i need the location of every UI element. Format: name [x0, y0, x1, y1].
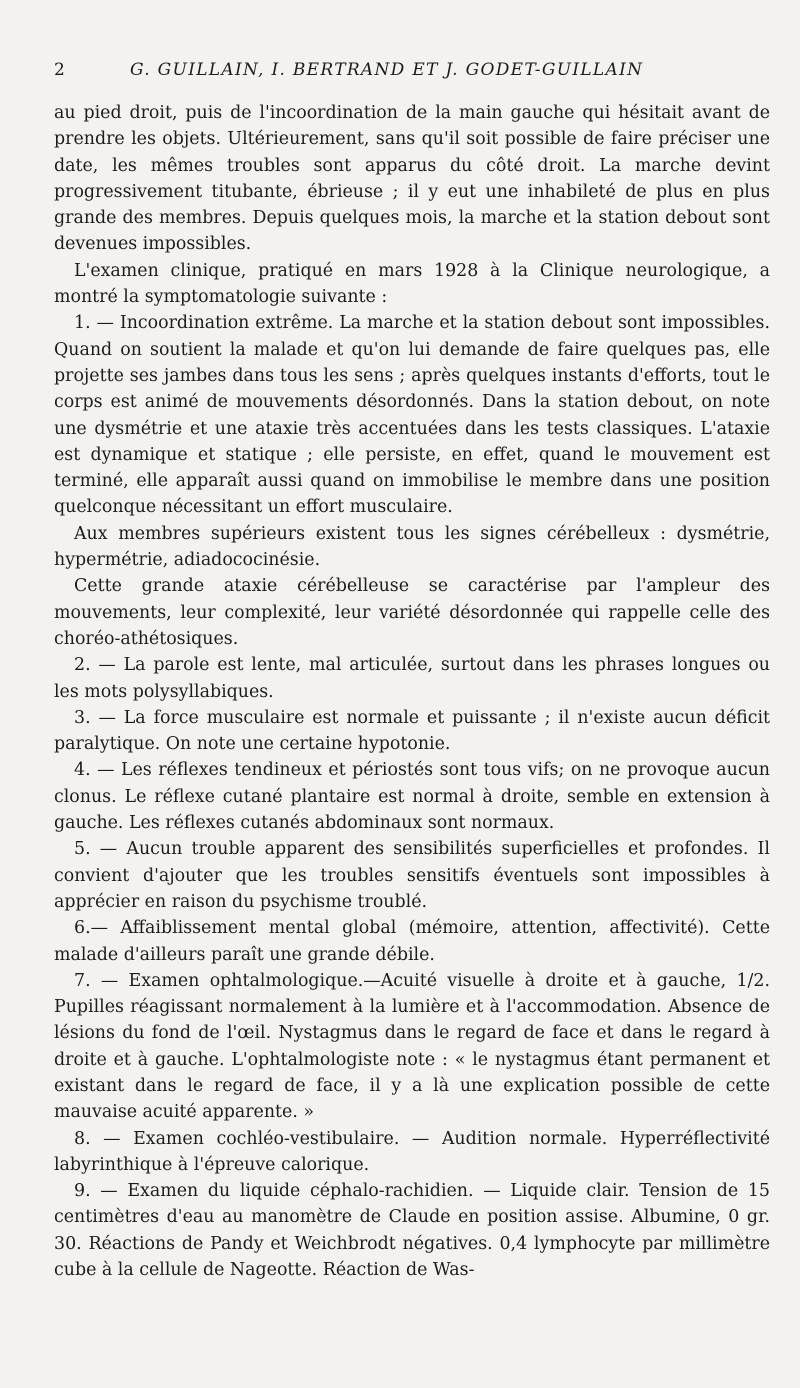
paragraph-item-5: 5. — Aucun trouble apparent des sensibilités superficielles et profondes. Il convient d'ajouter que les troubles sensitifs éventuels sont impossibles à apprécier en raison du psychisme troublé.	[54, 839, 770, 912]
paragraph-item-6: 6.— Affaiblissement mental global (mémoire, attention, affectivité). Cette malade d'ailleurs paraît une grande débile.	[54, 918, 770, 965]
paragraph-item-1: 1. — Incoordination extrême. La marche et la station debout sont impossibles. Quand on soutient la malade et qu'on lui demande de faire quelques pas, elle projette ses jambes dans tous les sens ; après quelques instants d'efforts, tout le corps est animé de mouvements désordonnés. Dans la station debout, on note une dysmétrie et une ataxie très accentuées dans les tests classiques. L'ataxie est dynamique et statique ; elle persiste, en effet, quand le mouvement est terminé, elle apparaît aussi quand on immobilise le membre dans une position quelconque nécessitant un effort musculaire.	[54, 313, 770, 518]
running-head: G. GUILLAIN, I. BERTRAND ET J. GODET-GUILLAIN	[130, 60, 644, 80]
body-text	[54, 100, 770, 1283]
paragraph-item-2: 2. — La parole est lente, mal articulée, surtout dans les phrases longues ou les mots polysyllabiques.	[54, 655, 770, 702]
page-header	[54, 60, 770, 100]
document-page	[54, 60, 770, 1283]
paragraph-item-3: 3. — La force musculaire est normale et puissante ; il n'existe aucun déficit paralytique. On note une certaine hypotonie.	[54, 707, 770, 755]
paragraph-continuation: au pied droit, puis de l'incoordination de la main gauche qui hésitait avant de prendre les objets. Ultérieurement, sans qu'il soit possible de faire préciser une date, les mêmes troubles sont apparus du côté droit. La marche devint progressivement titubante, ébrieuse ; il y eut une inhabileté de plus en plus grande des membres. Depuis quelques mois, la marche et la station debout sont devenues impossibles.	[54, 103, 770, 255]
paragraph-item-8: 8. — Examen cochléo-vestibulaire. — Audition normale. Hyperréflectivité labyrinthique à l'épreuve calorique.	[54, 1128, 770, 1175]
paragraph-clinical-exam: L'examen clinique, pratiqué en mars 1928 à la Clinique neurologique, a montré la symptomatologie suivante :	[54, 260, 770, 308]
paragraph-item-7: 7. — Examen ophtalmologique.—Acuité visuelle à droite et à gauche, 1/2. Pupilles réagissant normalement à la lumière et à l'accommodation. Absence de lésions du fond de l'œil. Nystagmus dans le regard de face et dans le regard à droite et à gauche. L'ophtalmologiste note : « le nystagmus étant permanent et existant dans le regard de face, il y a là une explication possible de cette mauvaise acuité apparente. »	[54, 970, 770, 1123]
paragraph-item-9: 9. — Examen du liquide céphalo-rachidien. — Liquide clair. Tension de 15 centimètres d'eau au manomètre de Claude en position assise. Albumine, 0 gr. 30. Réactions de Pandy et Weichbrodt négatives. 0,4 lymphocyte par millimètre cube à la cellule de Nageotte. Réaction de Was-	[54, 1181, 770, 1281]
paragraph-upper-limbs: Aux membres supérieurs existent tous les signes cérébelleux : dysmétrie, hypermétrie, adiadococinésie.	[54, 523, 770, 571]
page-number: 2	[54, 60, 65, 80]
paragraph-item-4: 4. — Les réflexes tendineux et périostés sont tous vifs; on ne provoque aucun clonus. Le réflexe cutané plantaire est normal à droite, semble en extension à gauche. Les réflexes cutanés abdominaux sont normaux.	[54, 760, 770, 834]
paragraph-ataxia: Cette grande ataxie cérébelleuse se caractérise par l'ampleur des mouvements, leur complexité, leur variété désordonnée qui rappelle celle des choréo-athétosiques.	[54, 576, 770, 649]
